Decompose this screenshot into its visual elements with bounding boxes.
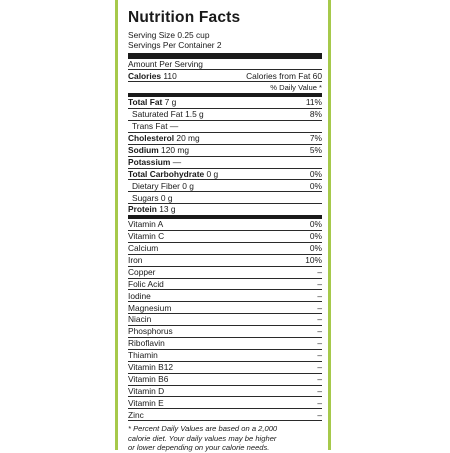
vitamin-row	[128, 386, 322, 398]
calories-from-fat: Calories from Fat 60	[246, 70, 322, 81]
nutrient-name-amount	[128, 194, 173, 202]
serving-size: Serving Size 0.25 cup	[128, 29, 210, 40]
vitamin-name: Niacin	[128, 314, 152, 325]
vitamin-row	[128, 409, 322, 421]
nutrient-amount: 7 g	[164, 97, 177, 108]
nutrient-name-amount	[128, 158, 181, 166]
vitamin-daily-value: –	[317, 409, 322, 420]
nutrient-amount: 0 g	[206, 168, 219, 179]
calories	[128, 72, 177, 80]
nutrient-row	[128, 145, 322, 157]
nutrient-daily-value: 0%	[309, 168, 322, 179]
vitamin-row	[128, 326, 322, 338]
label-title: Nutrition Facts	[128, 9, 241, 26]
calories-row	[128, 70, 322, 82]
nutrient-name-amount	[128, 110, 204, 118]
vitamin-daily-value: –	[317, 385, 322, 396]
vitamin-daily-value: –	[317, 338, 322, 349]
vitamin-row	[128, 302, 322, 314]
servings-per-container: Servings Per Container 2	[128, 40, 222, 50]
footnote-line: calorie diet. Your daily values may be higher	[128, 433, 277, 443]
vitamin-name: Vitamin E	[128, 397, 164, 408]
nutrient-name-amount	[128, 98, 176, 106]
footnote-line: * Percent Daily Values are based on a 2,000	[128, 424, 278, 434]
footnote-line: or lower depending on your calorie needs.	[128, 443, 270, 453]
nutrient-name-amount	[128, 134, 200, 142]
vitamin-name: Magnesium	[128, 302, 172, 313]
nutrient-amount: 0 g	[160, 192, 173, 203]
vitamin-daily-value: –	[317, 350, 322, 361]
nutrient-name-amount	[128, 170, 218, 178]
vitamin-row	[128, 397, 322, 409]
nutrient-row	[128, 97, 322, 109]
vitamin-name: Iron	[128, 254, 143, 265]
nutrient-daily-value: 7%	[309, 133, 322, 144]
vitamin-row	[128, 338, 322, 350]
nutrient-name-amount	[128, 205, 176, 213]
calories-label: Calories	[128, 70, 162, 81]
nutrient-row	[128, 204, 322, 215]
vitamin-daily-value: 10%	[305, 254, 322, 265]
vitamin-row	[128, 231, 322, 243]
nutrient-row	[128, 157, 322, 169]
vitamin-row	[128, 362, 322, 374]
vitamin-name: Vitamin D	[128, 385, 165, 396]
nutrient-name: Total Fat	[128, 97, 163, 108]
vitamin-name: Folic Acid	[128, 278, 164, 289]
nutrient-daily-value: 5%	[309, 144, 322, 155]
nutrient-name: Saturated Fat	[132, 109, 183, 120]
vitamin-name: Zinc	[128, 409, 144, 420]
calories-value: 110	[163, 70, 177, 81]
nutrient-name: Sugars	[132, 192, 159, 203]
vitamin-daily-value: –	[317, 373, 322, 384]
daily-value-header-row	[128, 82, 322, 93]
vitamin-row	[128, 279, 322, 291]
vitamin-row	[128, 314, 322, 326]
nutrient-amount: 13 g	[159, 204, 176, 215]
vitamin-name: Vitamin A	[128, 219, 164, 230]
nutrient-name-amount	[128, 182, 194, 190]
vitamin-name: Calcium	[128, 243, 159, 254]
vitamin-name: Thiamin	[128, 350, 158, 361]
vitamin-name: Vitamin B12	[128, 362, 174, 372]
vitamin-daily-value: –	[317, 290, 322, 301]
nutrition-facts-label	[128, 10, 322, 453]
vitamin-row	[128, 255, 322, 267]
vitamin-name: Phosphorus	[128, 326, 173, 337]
nutrient-amount: 120 mg	[161, 144, 189, 155]
vitamin-list	[128, 219, 322, 421]
nutrient-amount: 1.5 g	[185, 109, 204, 120]
vitamin-daily-value: –	[317, 278, 322, 289]
vitamin-daily-value: –	[317, 302, 322, 313]
vitamin-row	[128, 267, 322, 279]
nutrient-row	[128, 109, 322, 121]
vitamin-daily-value: –	[317, 266, 322, 277]
nutrient-name: Protein	[128, 204, 157, 215]
vitamin-daily-value: 0%	[309, 243, 322, 254]
nutrient-row	[128, 192, 322, 204]
nutrient-amount: —	[169, 121, 179, 132]
vitamin-daily-value: –	[317, 362, 322, 372]
vitamin-row	[128, 243, 322, 255]
nutrient-name: Sodium	[128, 144, 159, 155]
nutrient-name: Dietary Fiber	[132, 180, 180, 191]
vitamin-name: Vitamin C	[128, 231, 165, 242]
footnote	[128, 424, 322, 453]
nutrient-row	[128, 180, 322, 192]
vitamin-daily-value: –	[317, 314, 322, 325]
nutrient-row	[128, 169, 322, 181]
nutrient-daily-value: 8%	[309, 109, 322, 120]
vitamin-row	[128, 290, 322, 302]
nutrient-name-amount	[128, 122, 178, 130]
vitamin-name: Riboflavin	[128, 338, 165, 349]
vitamin-daily-value: 0%	[309, 231, 322, 242]
nutrient-list	[128, 97, 322, 215]
amount-per-serving: Amount Per Serving	[128, 58, 203, 69]
nutrient-name-amount	[128, 146, 189, 154]
nutrient-name: Cholesterol	[128, 133, 175, 144]
vitamin-daily-value: –	[317, 397, 322, 408]
nutrient-amount: —	[172, 156, 182, 167]
nutrient-daily-value: 11%	[305, 97, 322, 108]
vitamin-daily-value: –	[317, 326, 322, 337]
nutrient-amount: 20 mg	[176, 133, 200, 144]
nutrient-amount: 0 g	[182, 180, 194, 191]
vitamin-daily-value: 0%	[309, 219, 322, 230]
nutrient-name: Potassium	[128, 156, 171, 167]
nutrient-row	[128, 133, 322, 145]
vitamin-name: Copper	[128, 266, 156, 277]
vitamin-row	[128, 350, 322, 362]
vitamin-row	[128, 219, 322, 231]
nutrient-daily-value: 0%	[309, 180, 322, 191]
nutrient-row	[128, 121, 322, 133]
daily-value-header: % Daily Value *	[270, 82, 322, 92]
amount-per-serving-row	[128, 59, 322, 71]
vitamin-name: Vitamin B6	[128, 373, 169, 384]
vitamin-name: Iodine	[128, 290, 151, 301]
nutrient-name: Total Carbohydrate	[128, 168, 205, 179]
nutrient-name: Trans Fat	[132, 121, 168, 132]
vitamin-row	[128, 374, 322, 386]
